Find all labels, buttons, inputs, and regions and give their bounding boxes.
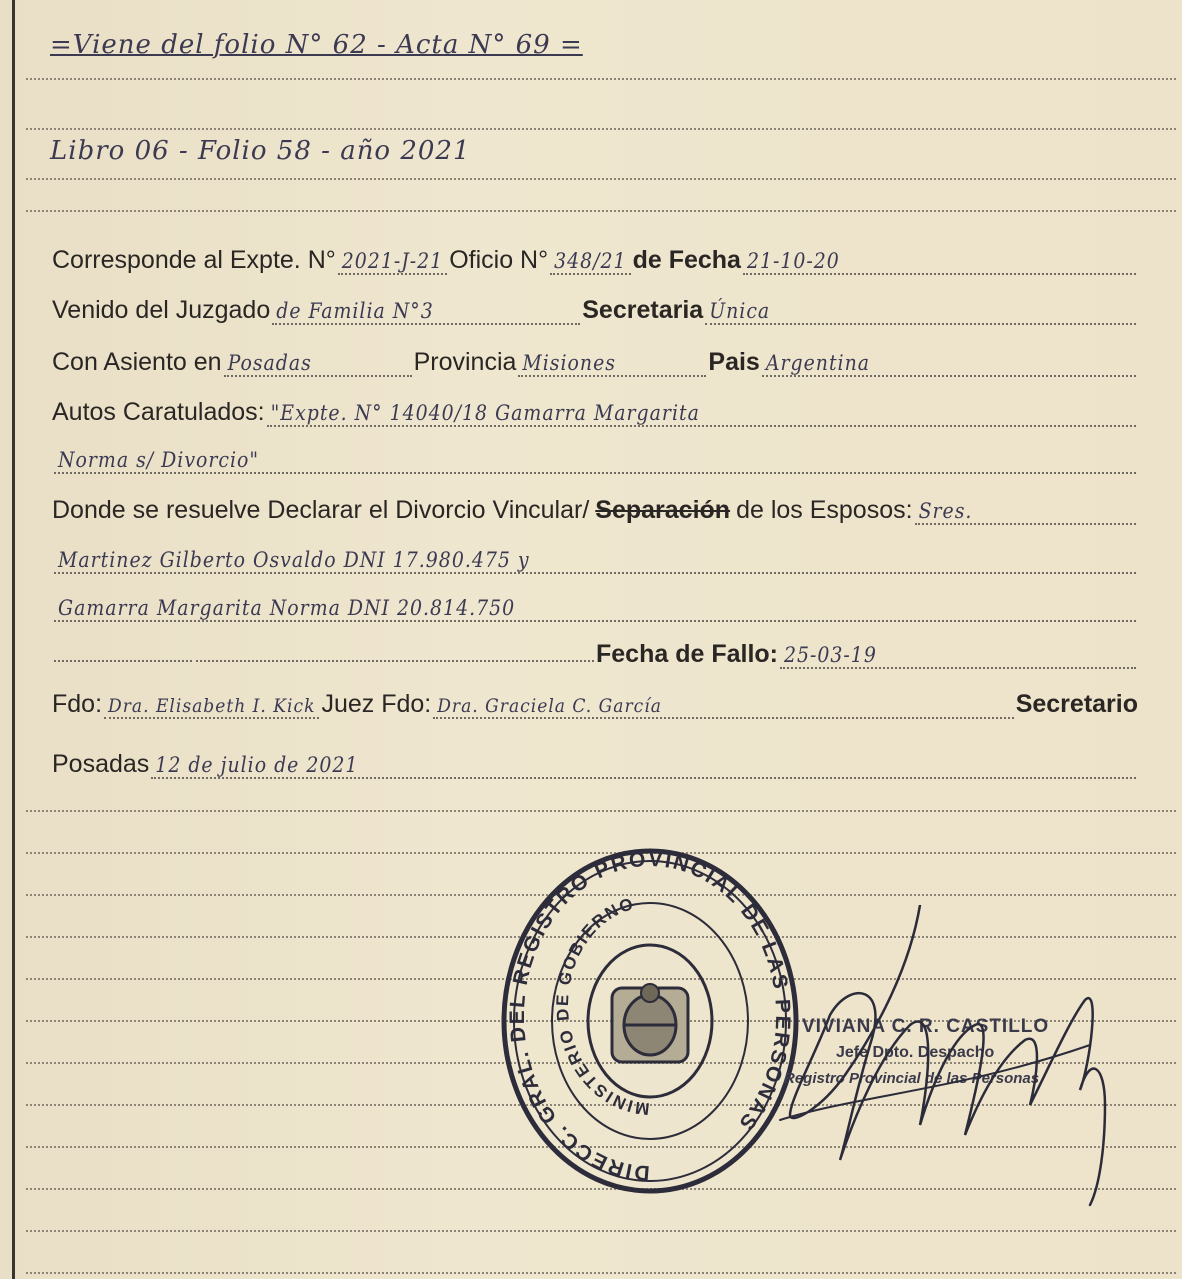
oficio-label: Oficio N° [449,246,549,274]
ruled-line [26,1230,1176,1232]
esposos-title: Sres. [915,499,1136,525]
lugar-fecha-value: 12 de julio de 2021 [151,753,1136,779]
esposo-1-row [52,548,1138,574]
autos-row-cont [52,448,1138,474]
esposo-2-row [52,596,1138,622]
blank-fill [196,660,594,662]
resuelve-row [52,496,1138,525]
blank-fill [54,660,192,662]
juzgado-row [52,296,1138,325]
expte-value: 2021-J-21 [338,249,447,275]
secretario-label: Secretario [1015,690,1138,718]
juzgado-label: Venido del Juzgado [52,296,271,324]
provincia-label: Provincia [413,348,517,376]
autos-value-2: Norma s/ Divorcio" [54,448,1136,474]
ruled-line [26,1272,1176,1274]
separacion-text: Separación [595,496,731,524]
continuation-note: =Viene del folio N° 62 - Acta N° 69 = [50,30,583,60]
coat-of-arms-icon [612,984,688,1062]
asiento-row [52,348,1138,377]
fallo-value: 25-03-19 [780,643,1136,669]
margin-rule [12,0,15,1279]
pais-value: Argentina [762,351,1136,377]
fallo-row [52,640,1138,669]
expte-row [52,246,1138,275]
seal-inner-text: MINISTERIO DE GOBIERNO [552,893,651,1119]
ruled-line [26,210,1176,212]
provincia-value: Misiones [518,351,706,377]
juzgado-value: de Familia N°3 [272,299,580,325]
juez-value: Dra. Elisabeth I. Kick [104,695,319,719]
secretaria-value: Única [705,299,1136,325]
autos-row [52,398,1138,427]
stamp-org: Registro Provincial de las Personas [784,1070,1040,1087]
fallo-label: Fecha de Fallo: [596,640,778,668]
resuelve-text: Donde se resuelve Declarar el Divorcio Vincular/ [52,496,590,524]
pais-label: Pais [708,348,760,376]
juez-label: Juez Fdo: [321,690,432,718]
asiento-label: Con Asiento en [52,348,222,376]
secretario-value: Dra. Graciela C. García [433,695,1013,719]
oficio-value: 348/21 [550,249,630,275]
stamp-title: Jefe Dpto. Despacho [836,1044,995,1061]
ruled-line [26,178,1176,180]
secretaria-label: Secretaria [582,296,704,324]
lugar-label: Posadas [52,750,150,778]
ruled-line [26,78,1176,80]
ruled-line [26,128,1176,130]
esposos-label: de los Esposos: [736,496,913,524]
lugar-fecha-row [52,750,1138,779]
ruled-line [26,810,1176,812]
firmas-row [52,690,1138,719]
asiento-value: Posadas [224,351,412,377]
handwritten-signature [760,905,1120,1215]
esposo-2-value: Gamarra Margarita Norma DNI 20.814.750 [54,596,1136,622]
expte-label: Corresponde al Expte. N° [52,246,336,274]
stamp-name: VIVIANA C. R. CASTILLO [802,1016,1050,1037]
book-folio-note: Libro 06 - Folio 58 - año 2021 [50,136,471,166]
seal-outer-text: DIRECC. GRAL. DEL REGISTRO PROVINCIAL DE LAS PERSONAS [506,848,795,1185]
fecha-label: de Fecha [632,246,741,274]
autos-label: Autos Caratulados: [52,398,265,426]
fdo-label: Fdo: [52,690,103,718]
fecha-value: 21-10-20 [743,249,1136,275]
esposo-1-value: Martinez Gilberto Osvaldo DNI 17.980.475 y [54,548,1136,574]
official-seal [500,848,800,1194]
autos-value-1: "Expte. N° 14040/18 Gamarra Margarita [267,401,1136,427]
